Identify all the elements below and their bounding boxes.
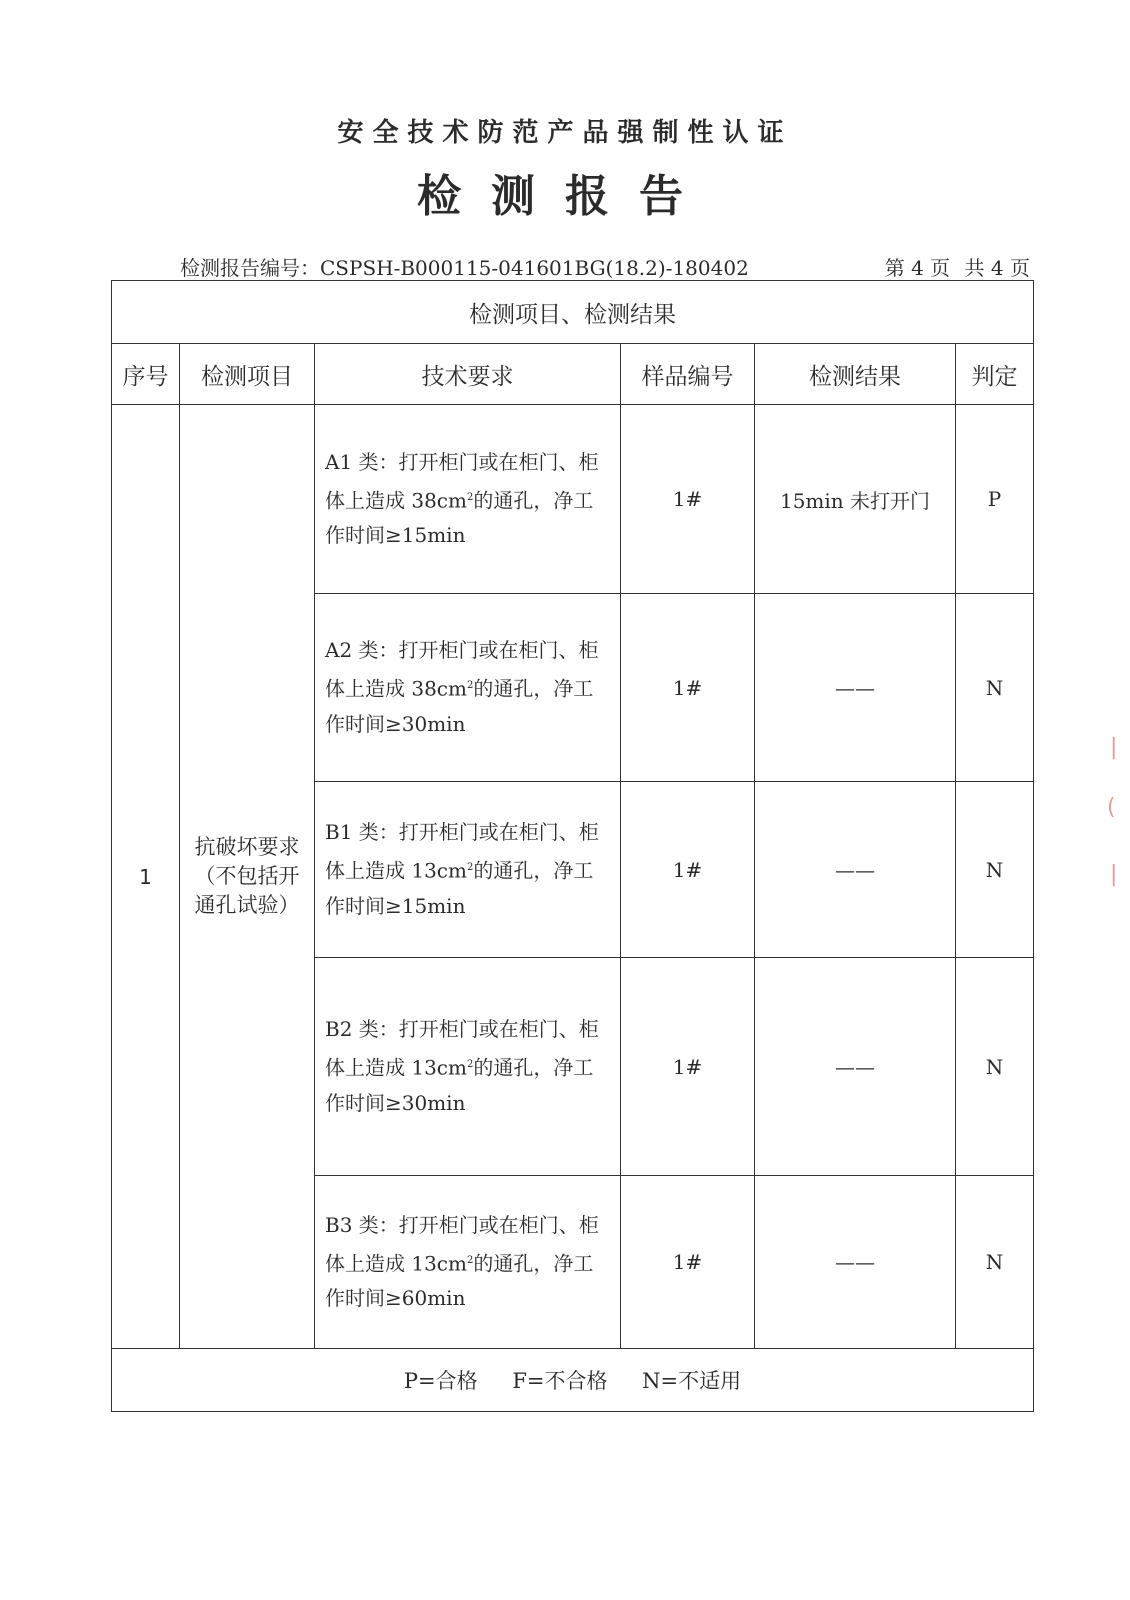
column-header-sample: 样品编号 [621,344,755,405]
sample-cell: 1# [621,958,755,1176]
sample-cell: 1# [621,782,755,958]
legend-fail: F=不合格 [512,1369,608,1393]
legend-pass: P=合格 [403,1369,478,1393]
document-title: 安全技术防范产品强制性认证 [337,118,793,148]
test-item-cell: 抗破坏要求（不包括开通孔试验） [180,405,315,1349]
column-header-verdict: 判定 [956,344,1034,405]
legend [112,1349,1034,1412]
result-cell: —— [755,594,956,782]
result-cell: —— [755,958,956,1176]
sample-cell: 1# [621,405,755,594]
verdict-cell: P [956,405,1034,594]
report-info-line [180,252,1030,278]
sample-cell: 1# [621,1176,755,1349]
column-header-item: 检测项目 [180,344,315,405]
result-cell: 15min 未打开门 [755,405,956,594]
column-header-result: 检测结果 [755,344,956,405]
results-table [111,280,1034,1412]
report-number: 检测报告编号：CSPSH-B000115-041601BG(18.2)-180402 [180,256,749,280]
legend-na: N=不适用 [642,1369,742,1393]
column-header-seq: 序号 [112,344,180,405]
seal-fragment-mark: ( [1107,795,1116,820]
report-title: 检测报告 [417,171,713,222]
legend-row [112,1349,1034,1412]
verdict-cell: N [956,594,1034,782]
requirement-cell: B2 类：打开柜门或在柜门、柜体上造成 $13cm^2$的通孔，净工作时间≥30min [315,958,621,1176]
result-cell: —— [755,782,956,958]
result-cell: —— [755,1176,956,1349]
verdict-cell: N [956,782,1034,958]
page-number: 第 4 页 [884,256,951,280]
table-header-row [112,344,1034,405]
seal-fragment-mark: | [1110,862,1118,887]
sample-cell: 1# [621,594,755,782]
verdict-cell: N [956,1176,1034,1349]
requirement-cell: B3 类：打开柜门或在柜门、柜体上造成 $13cm^2$的通孔，净工作时间≥60min [315,1176,621,1349]
page-total: 共 4 页 [964,256,1030,280]
section-title: 检测项目、检测结果 [112,281,1034,344]
page-indicator [877,252,1030,281]
verdict-cell: N [956,958,1034,1176]
table-row [112,405,1034,594]
requirement-cell: A2 类：打开柜门或在柜门、柜体上造成 $38cm^2$的通孔，净工作时间≥30min [315,594,621,782]
column-header-requirement: 技术要求 [315,344,621,405]
requirement-cell: A1 类：打开柜门或在柜门、柜体上造成 $38cm^2$的通孔，净工作时间≥15min [315,405,621,594]
requirement-cell: B1 类：打开柜门或在柜门、柜体上造成 $13cm^2$的通孔，净工作时间≥15min [315,782,621,958]
seq-cell: 1 [112,405,180,1349]
seal-fragment-mark: | [1110,735,1118,760]
